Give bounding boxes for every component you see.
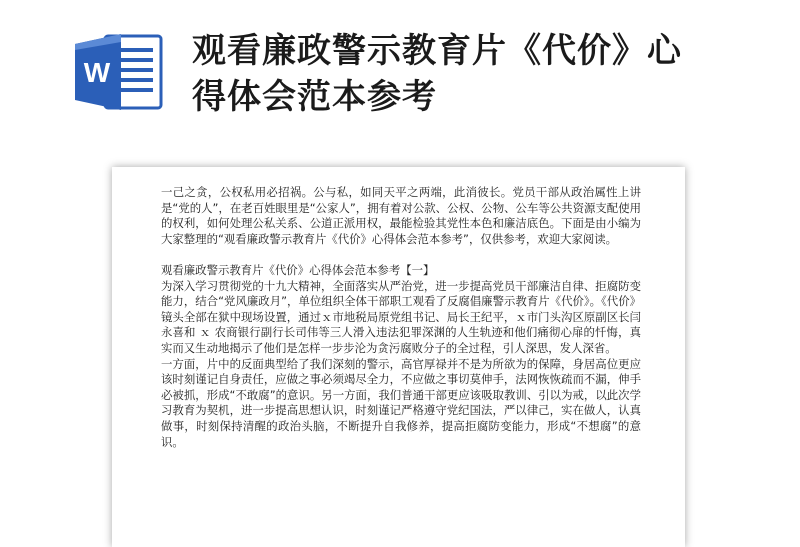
paragraph-body-2: 一方面，片中的反面典型给了我们深刻的警示，高官厚禄并不是为所欲为的保障，身居高位更应该时刻谨记自身责任，应做之事必须竭尽全力，不应做之事切莫伸手，法网恢恢疏而不漏，伸手必被抓，形成“不敢腐”的意识。另一方面，我们普通干部更应该吸取教训、引以为戒，以此次学习教育为契机，进一步提高思想认识，时刻谨记严格遵守党纪国法，严以律己，实在做人，认真做事，时刻保持清醒的政治头脑，不断提升自我修养，提高拒腐防变能力，形成“不想腐”的意识。 (161, 356, 641, 449)
paragraph-intro: 一己之贪，公权私用必招祸。公与私，如同天平之两端，此消彼长。党员干部从政治属性上讲是“党的人”，在老百姓眼里是“公家人”，拥有着对公款、公权、公物、公车等公共资源支配使用的权利，如何处理公私关系、公道正派用权，最能检验其党性本色和廉洁底色。下面是由小编为大家整理的“观看廉政警示教育片《代价》心得体会范本参考”，仅供参考，欢迎大家阅读。 (161, 185, 641, 246)
section-heading: 观看廉政警示教育片《代价》心得体会范本参考【一】 (161, 262, 435, 277)
paragraph-body-1: 为深入学习贯彻党的十九大精神，全面落实从严治党，进一步提高党员干部廉洁自律、拒腐防变能力，结合“党风廉政月”，单位组织全体干部职工观看了反腐倡廉警示教育片《代价》。《代价》镜头全部在狱中现场设置，通过ｘ市地税局原党组书记、局长王纪平，ｘ市门头沟区原副区长闫永喜和 ｘ 农商银行副行长司伟等三人滑入违法犯罪深渊的人生轨迹和他们痛彻心扉的忏悔，真实而又生动地揭示了他们是怎样一步步沦为贪污腐败分子的全过程，引人深思，发人深省。 (161, 278, 641, 355)
word-icon-letter: W (83, 57, 111, 88)
word-icon (75, 32, 165, 112)
page-title-line-1: 观看廉政警示教育片《代价》心 (192, 31, 682, 71)
page-title (192, 28, 752, 120)
document-body (161, 185, 641, 450)
page-header (0, 0, 800, 150)
page-title-line-2: 得体会范本参考 (192, 77, 437, 117)
paragraph-gap (161, 247, 641, 263)
document-page[interactable] (112, 167, 685, 547)
